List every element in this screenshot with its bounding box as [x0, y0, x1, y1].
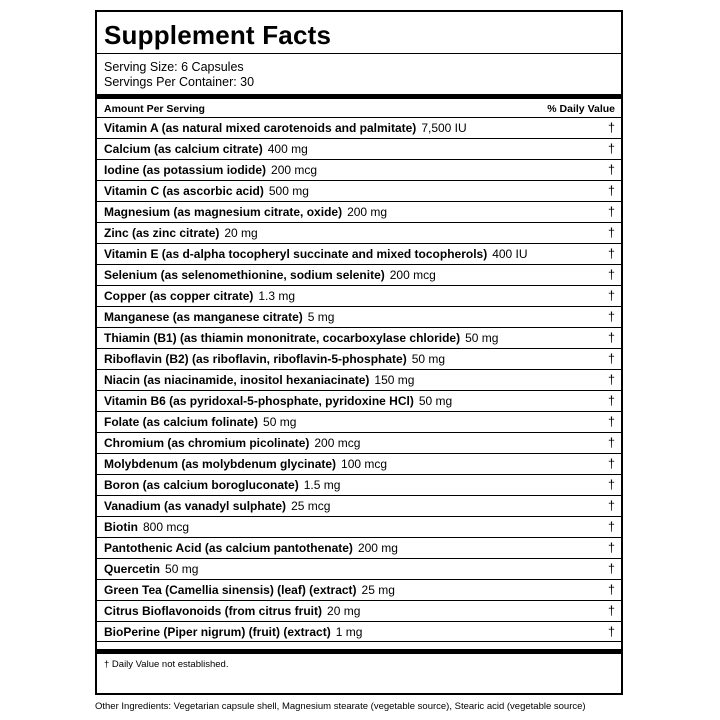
nutrient-daily-value: † [608, 415, 615, 429]
nutrient-name: BioPerine (Piper nigrum) (fruit) (extract) [104, 625, 331, 639]
nutrient-amount: 200 mg [357, 541, 398, 555]
nutrient-daily-value: † [608, 226, 615, 240]
nutrient-row [97, 600, 621, 621]
nutrient-daily-value: † [608, 163, 615, 177]
nutrient-daily-value: † [608, 457, 615, 471]
nutrient-row [97, 285, 621, 306]
nutrient-name: Iodine (as potassium iodide) [104, 163, 267, 177]
nutrient-daily-value: † [608, 352, 615, 366]
nutrient-amount: 1 mg [335, 625, 363, 639]
nutrient-name: Vitamin C (as ascorbic acid) [104, 184, 264, 198]
nutrient-row [97, 537, 621, 558]
thick-divider-bottom [97, 649, 621, 654]
nutrient-row [97, 201, 621, 222]
amount-per-serving-header: Amount Per Serving [104, 103, 205, 115]
nutrient-row [97, 243, 621, 264]
nutrient-amount: 20 mg [224, 226, 258, 240]
nutrient-amount: 200 mcg [389, 268, 436, 282]
nutrient-name: Molybdenum (as molybdenum glycinate) [104, 457, 337, 471]
daily-value-header: % Daily Value [547, 103, 615, 115]
nutrient-row [97, 222, 621, 243]
nutrient-row [97, 369, 621, 390]
nutrient-amount: 50 mg [165, 562, 199, 576]
nutrient-list [97, 117, 621, 642]
nutrient-daily-value: † [608, 520, 615, 534]
nutrient-name: Riboflavin (B2) (as riboflavin, riboflavin-5-phosphate) [104, 352, 407, 366]
nutrient-amount: 200 mcg [271, 163, 318, 177]
nutrient-amount: 50 mg [411, 352, 446, 366]
nutrient-amount: 500 mg [268, 184, 309, 198]
nutrient-name: Biotin [104, 520, 138, 534]
nutrient-name: Magnesium (as magnesium citrate, oxide) [104, 205, 343, 219]
nutrient-amount: 200 mg [347, 205, 388, 219]
nutrient-daily-value: † [608, 436, 615, 450]
nutrient-row [97, 516, 621, 537]
nutrient-row [97, 411, 621, 432]
nutrient-daily-value: † [608, 184, 615, 198]
nutrient-name: Calcium (as calcium citrate) [104, 142, 263, 156]
nutrient-daily-value: † [608, 142, 615, 156]
nutrient-amount: 100 mcg [341, 457, 388, 471]
nutrient-name: Vitamin B6 (as pyridoxal-5-phosphate, pyridoxine HCl) [104, 394, 414, 408]
panel-title: Supplement Facts [104, 20, 332, 50]
nutrient-amount: 200 mcg [314, 436, 361, 450]
nutrient-daily-value: † [608, 310, 615, 324]
nutrient-amount: 50 mg [263, 415, 297, 429]
thick-divider-top [97, 94, 621, 99]
other-ingredients: Other Ingredients: Vegetarian capsule shell, Magnesium stearate (vegetable source), Stearic acid (vegetable source) [95, 701, 586, 712]
nutrient-row [97, 306, 621, 327]
nutrient-daily-value: † [608, 205, 615, 219]
nutrient-daily-value: † [608, 289, 615, 303]
nutrient-name: Citrus Bioflavonoids (from citrus fruit) [104, 604, 323, 618]
nutrient-row [97, 138, 621, 159]
nutrient-row [97, 495, 621, 516]
nutrient-daily-value: † [608, 247, 615, 261]
supplement-facts-panel [95, 10, 623, 695]
nutrient-row [97, 621, 621, 642]
nutrient-row [97, 327, 621, 348]
nutrient-name: Vitamin A (as natural mixed carotenoids and palmitate) [104, 121, 417, 135]
nutrient-row [97, 117, 621, 138]
nutrient-daily-value: † [608, 604, 615, 618]
daily-value-footnote: † Daily Value not established. [104, 659, 229, 670]
nutrient-name: Copper (as copper citrate) [104, 289, 254, 303]
nutrient-row [97, 474, 621, 495]
nutrient-amount: 1.5 mg [303, 478, 341, 492]
nutrient-name: Boron (as calcium borogluconate) [104, 478, 299, 492]
nutrient-daily-value: † [608, 268, 615, 282]
nutrient-name: Quercetin [104, 562, 161, 576]
servings-per-container: Servings Per Container: 30 [104, 75, 255, 89]
nutrient-row [97, 558, 621, 579]
nutrient-row [97, 432, 621, 453]
nutrient-daily-value: † [608, 583, 615, 597]
nutrient-row [97, 579, 621, 600]
nutrient-amount: 25 mg [361, 583, 395, 597]
nutrient-name: Vitamin E (as d-alpha tocopheryl succinate and mixed tocopherols) [104, 247, 488, 261]
nutrient-row [97, 348, 621, 369]
nutrient-row [97, 390, 621, 411]
nutrient-daily-value: † [608, 394, 615, 408]
nutrient-name: Zinc (as zinc citrate) [104, 226, 220, 240]
nutrient-daily-value: † [608, 562, 615, 576]
nutrient-amount: 400 mg [267, 142, 308, 156]
nutrient-name: Vanadium (as vanadyl sulphate) [104, 499, 287, 513]
nutrient-daily-value: † [608, 499, 615, 513]
nutrient-amount: 50 mg [418, 394, 453, 408]
nutrient-amount: 5 mg [307, 310, 335, 324]
nutrient-row [97, 159, 621, 180]
nutrient-name: Green Tea (Camellia sinensis) (leaf) (extract) [104, 583, 357, 597]
nutrient-amount: 7,500 IU [421, 121, 467, 135]
title-divider [97, 53, 621, 54]
nutrient-daily-value: † [608, 373, 615, 387]
nutrient-amount: 800 mcg [143, 520, 190, 534]
nutrient-name: Selenium (as selenomethionine, sodium selenite) [104, 268, 385, 282]
nutrient-row [97, 453, 621, 474]
nutrient-amount: 25 mcg [291, 499, 331, 513]
nutrient-name: Folate (as calcium folinate) [104, 415, 259, 429]
nutrient-name: Thiamin (B1) (as thiamin mononitrate, cocarboxylase chloride) [104, 331, 461, 345]
nutrient-daily-value: † [608, 331, 615, 345]
nutrient-amount: 400 IU [492, 247, 528, 261]
nutrient-daily-value: † [608, 478, 615, 492]
nutrient-amount: 20 mg [327, 604, 361, 618]
nutrient-name: Manganese (as manganese citrate) [104, 310, 303, 324]
nutrient-amount: 150 mg [374, 373, 415, 387]
nutrient-daily-value: † [608, 121, 615, 135]
nutrient-daily-value: † [608, 625, 615, 639]
nutrient-name: Niacin (as niacinamide, inositol hexaniacinate) [104, 373, 370, 387]
serving-size: Serving Size: 6 Capsules [104, 60, 244, 74]
nutrient-row [97, 180, 621, 201]
nutrient-amount: 1.3 mg [258, 289, 296, 303]
nutrient-daily-value: † [608, 541, 615, 555]
nutrient-name: Chromium (as chromium picolinate) [104, 436, 310, 450]
nutrient-amount: 50 mg [465, 331, 499, 345]
nutrient-row [97, 264, 621, 285]
nutrient-name: Pantothenic Acid (as calcium pantothenate) [104, 541, 353, 555]
